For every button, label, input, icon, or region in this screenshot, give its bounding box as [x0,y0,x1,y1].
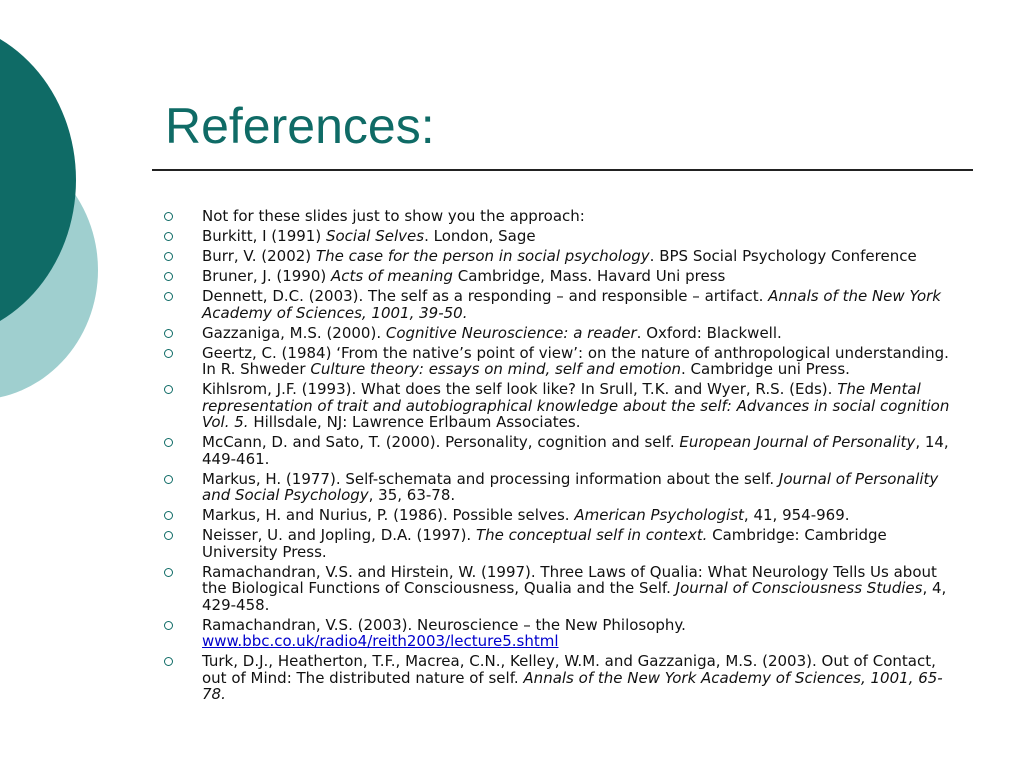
reference-item [164,381,964,431]
reference-text: , 41, 954-969. [743,506,850,524]
hollow-circle-bullet-icon [164,252,173,261]
reference-text: Bruner, J. (1990) [202,267,332,285]
reference-text: . Oxford: Blackwell. [636,323,782,342]
reference-title-italic: Journal of Consciousness Studies [675,579,923,597]
reference-text: . Cambridge uni Press. [681,360,850,378]
reference-text: , 14, 449-461. [202,433,949,468]
reference-title-italic: European Journal of Personality [679,433,916,451]
reference-text: Hillsdale, NJ: Lawrence Erlbaum Associates. [248,413,581,431]
reference-item [164,288,964,321]
hollow-circle-bullet-icon [164,511,173,520]
reference-text: Not for these slides just to show you the approach: [202,207,585,225]
reference-item [164,507,964,524]
hollow-circle-bullet-icon [164,329,173,338]
reference-text: . BPS Social Psychology Conference [649,247,917,265]
reference-title-italic: Annals of the New York Academy of Sciences, 1001, 65-78. [202,668,943,703]
reference-text: Burr, V. (2002) [202,247,316,265]
reference-text: Markus, H. (1977). Self-schemata and processing information about the self. [202,469,779,488]
reference-item [164,434,964,467]
reference-text: Turk, D.J., Heatherton, T.F., Macrea, C.N., Kelley, W.M. and Gazzaniga, M.S. (2003). Out of Contact, out of Mind: The distributed nature of self. [202,652,936,687]
reference-list [164,208,964,706]
reference-text: Burkitt, I (1991) [202,227,326,245]
hollow-circle-bullet-icon [164,568,173,577]
reference-title-italic: Acts of meaning [331,267,453,285]
reference-title-italic: Journal of Personality and Social Psychology [202,469,939,504]
reference-item [164,653,964,703]
reference-link[interactable]: www.bbc.co.uk/radio4/reith2003/lecture5.shtml [202,632,559,650]
hollow-circle-bullet-icon [164,292,173,301]
reference-text: Cambridge: Cambridge University Press. [202,526,887,561]
slide-title: References: [165,98,435,154]
reference-text: Kihlsrom, J.F. (1993). What does the self look like? In Srull, T.K. and Wyer, R.S. (Eds). [202,380,838,398]
reference-text: McCann, D. and Sato, T. (2000). Personality, cognition and self. [202,433,680,451]
reference-title-italic: Culture theory: essays on mind, self and emotion [310,360,682,378]
reference-item [164,617,964,650]
reference-item [164,208,964,225]
reference-text: Neisser, U. and Jopling, D.A. (1997). [202,526,476,544]
reference-text: , 4, 429-458. [202,579,947,614]
hollow-circle-bullet-icon [164,385,173,394]
reference-title-italic: The conceptual self in context. [475,526,708,544]
reference-text: Ramachandran, V.S. (2003). Neuroscience – the New Philosophy. [202,615,686,634]
reference-text: Dennett, D.C. (2003). The self as a responding – and responsible – artifact. [202,287,769,305]
hollow-circle-bullet-icon [164,232,173,241]
hollow-circle-bullet-icon [164,212,173,221]
reference-item [164,248,964,265]
reference-title-italic: The case for the person in social psychology [315,247,650,265]
reference-text: Geertz, C. (1984) ‘From the native’s point of view’: on the nature of anthropological understanding. In R. Shweder [202,343,949,378]
reference-item [164,325,964,342]
title-divider [152,169,973,171]
reference-item [164,345,964,378]
hollow-circle-bullet-icon [164,349,173,358]
reference-item [164,564,964,614]
reference-title-italic: Social Selves [325,227,425,245]
reference-title-italic: The Mental representation of trait and autobiographical knowledge about the self: Advances in social cognition Vol. 5. [202,380,950,431]
hollow-circle-bullet-icon [164,475,173,484]
hollow-circle-bullet-icon [164,438,173,447]
reference-item [164,527,964,560]
reference-text: Ramachandran, V.S. and Hirstein, W. (1997). Three Laws of Qualia: What Neurology Tells Us about the Biological Functions of Consciousness, Qualia and the Self. [202,562,937,597]
reference-text: Cambridge, Mass. Havard Uni press [452,267,726,285]
hollow-circle-bullet-icon [164,531,173,540]
hollow-circle-bullet-icon [164,621,173,630]
reference-title-italic: Annals of the New York Academy of Sciences, 1001, 39-50. [202,287,941,322]
reference-item [164,228,964,245]
reference-title-italic: American Psychologist [574,506,744,524]
reference-text: . London, Sage [424,227,536,245]
reference-title-italic: Cognitive Neuroscience: a reader [385,323,637,342]
reference-text: , 35, 63-78. [368,486,456,504]
reference-text: Markus, H. and Nurius, P. (1986). Possible selves. [202,506,575,524]
hollow-circle-bullet-icon [164,272,173,281]
hollow-circle-bullet-icon [164,657,173,666]
reference-text: Gazzaniga, M.S. (2000). [202,323,386,342]
reference-item [164,471,964,504]
reference-item [164,268,964,285]
